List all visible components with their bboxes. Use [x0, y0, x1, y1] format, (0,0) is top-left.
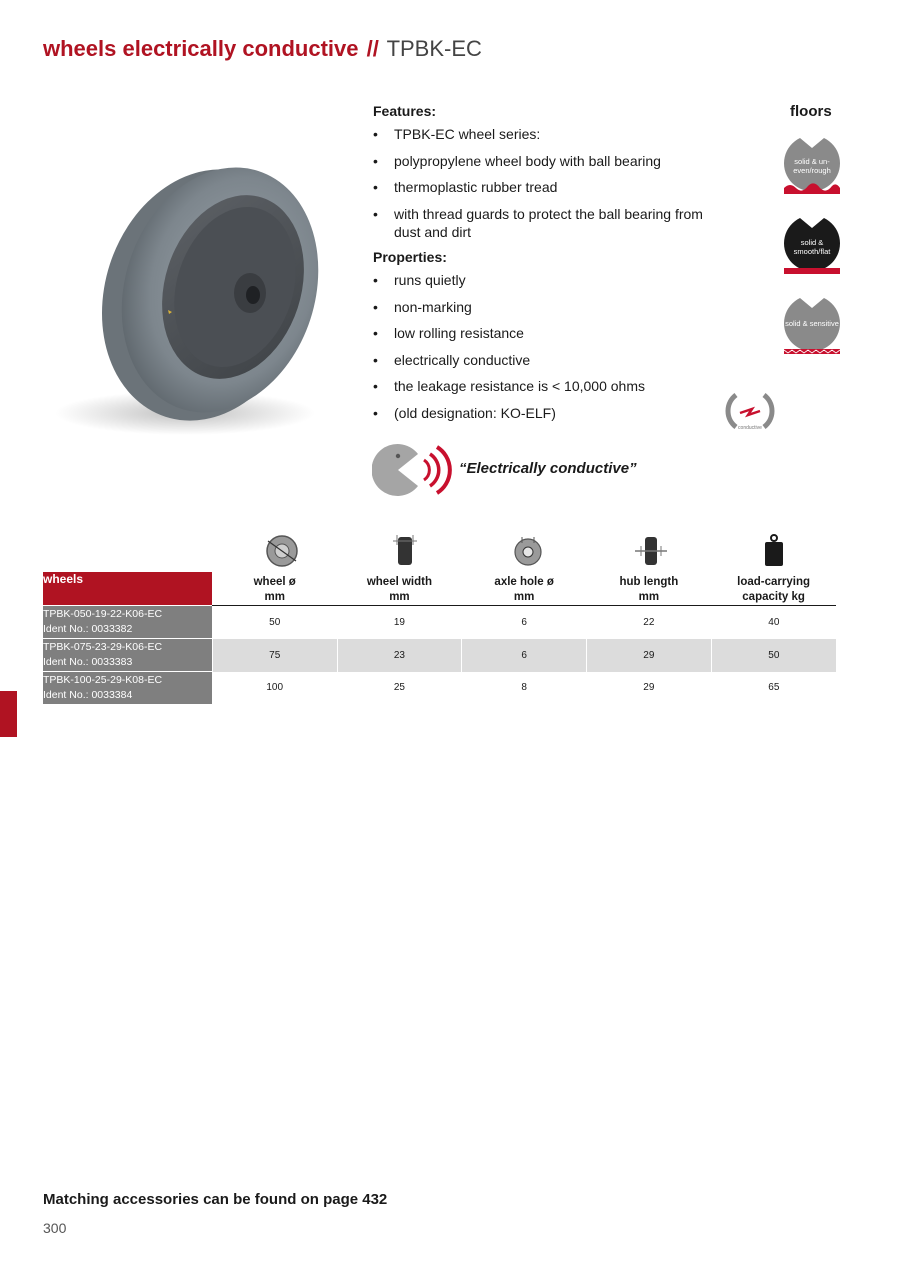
column-header-unit: mm	[513, 591, 535, 603]
table-header-row	[43, 572, 836, 606]
column-header-load-capacity	[711, 572, 836, 606]
column-header-line: load-carrying	[737, 576, 811, 588]
page-title	[43, 36, 482, 62]
list-item: • the leakage resistance is < 10,000 ohms	[373, 377, 713, 395]
specs-table	[43, 572, 836, 704]
product-wheel-image	[45, 145, 345, 445]
conductive-label: conductive	[738, 425, 762, 431]
title-main: wheels electrically conductive	[43, 36, 359, 61]
cell-wheel-width: 23	[337, 639, 462, 672]
column-header-unit: mm	[264, 591, 285, 603]
cell-wheel-width: 25	[337, 672, 462, 705]
cell-axle-hole: 6	[462, 639, 587, 672]
column-header-line: axle hole ø	[494, 576, 554, 588]
cell-wheel-diameter: 75	[212, 639, 337, 672]
list-item: • non-marking	[373, 298, 713, 316]
list-item: • runs quietly	[373, 271, 713, 289]
floors-heading: floors	[790, 103, 832, 120]
properties-heading: Properties:	[373, 249, 447, 265]
list-item: • thermoplastic rubber tread	[373, 178, 713, 196]
hub-length-icon	[631, 531, 671, 571]
wheel-diameter-icon	[262, 531, 302, 571]
axle-hole-icon	[508, 531, 548, 571]
row-label	[43, 639, 212, 672]
column-header-line: wheel width	[366, 576, 432, 588]
title-separator: //	[366, 36, 379, 61]
cell-hub-length: 22	[587, 606, 712, 639]
column-header-wheel-width	[337, 572, 462, 606]
page-number: 300	[43, 1220, 67, 1236]
list-item: • with thread guards to protect the ball bearing from dust and dirt	[373, 205, 713, 241]
column-header-unit: capacity kg	[742, 591, 805, 603]
weight-icon	[754, 531, 794, 571]
properties-list	[373, 271, 713, 422]
cell-wheel-width: 19	[337, 606, 462, 639]
chapter-tab-marker	[0, 691, 17, 737]
column-header-unit: mm	[638, 591, 660, 603]
row-model: TPBK-075-23-29-K06-EC	[43, 641, 163, 653]
column-header-line: hub length	[619, 576, 679, 588]
column-header-unit: mm	[389, 591, 410, 603]
floor-label-sensitive: solid & sensitive	[785, 319, 839, 328]
cell-load-capacity: 50	[711, 639, 836, 672]
list-item: • TPBK-EC wheel series:	[373, 125, 713, 143]
title-model: TPBK-EC	[386, 36, 482, 61]
accessories-note: Matching accessories can be found on page 432	[43, 1191, 388, 1208]
row-ident: Ident No.: 0033384	[43, 689, 133, 701]
row-ident: Ident No.: 0033382	[43, 623, 133, 635]
info-section	[373, 103, 713, 430]
wheel-width-icon	[385, 531, 425, 571]
column-header-hub-length	[587, 572, 712, 606]
table-row	[43, 606, 836, 639]
features-list	[373, 125, 713, 241]
column-header-line: wheel ø	[253, 576, 296, 588]
cell-hub-length: 29	[587, 639, 712, 672]
list-item: • low rolling resistance	[373, 324, 713, 342]
list-item: • (old designation: KO-ELF)	[373, 404, 713, 422]
row-model: TPBK-100-25-29-K08-EC	[43, 674, 163, 686]
list-item: • electrically conductive	[373, 351, 713, 369]
cell-load-capacity: 65	[711, 672, 836, 705]
cell-wheel-diameter: 100	[212, 672, 337, 705]
table-row	[43, 639, 836, 672]
cell-wheel-diameter: 50	[212, 606, 337, 639]
floor-label-smooth: solid & smooth/flat	[793, 238, 831, 256]
table-row	[43, 672, 836, 705]
cell-load-capacity: 40	[711, 606, 836, 639]
cell-axle-hole: 6	[462, 606, 587, 639]
features-heading: Features:	[373, 103, 437, 119]
floor-label-rough: solid & un-even/rough	[793, 157, 831, 175]
row-label	[43, 606, 212, 639]
row-ident: Ident No.: 0033383	[43, 656, 133, 668]
cell-axle-hole: 8	[462, 672, 587, 705]
row-label	[43, 672, 212, 705]
row-model: TPBK-050-19-22-K06-EC	[43, 608, 163, 620]
electrically-conductive-text: “Electrically conductive”	[459, 460, 637, 477]
column-header-wheel-diameter	[212, 572, 337, 606]
column-header-axle-hole	[462, 572, 587, 606]
cell-hub-length: 29	[587, 672, 712, 705]
list-item: • polypropylene wheel body with ball bearing	[373, 152, 713, 170]
table-header-wheels: wheels	[43, 572, 212, 606]
